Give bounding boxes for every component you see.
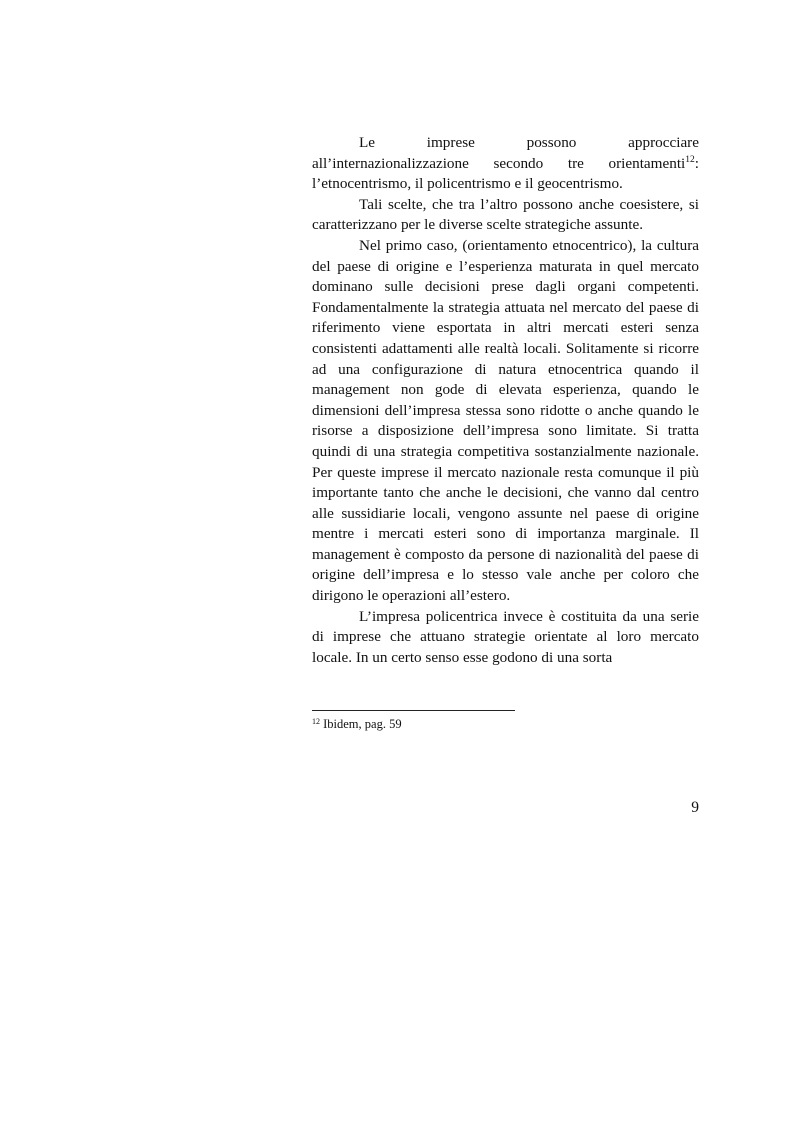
paragraph-text: Tali scelte, che tra l’altro possono anche coesistere, si caratterizzano per le diverse scelte strategiche assunte. <box>312 195 699 234</box>
footnote-divider <box>312 710 515 711</box>
footnote-number: 12 <box>312 717 320 726</box>
paragraph-scelte <box>312 195 699 236</box>
paragraph-text: : l’etnocentrismo, il policentrismo e il geocentrismo. <box>312 154 699 193</box>
page-number: 9 <box>691 799 699 816</box>
paragraph-policentrica <box>312 607 699 669</box>
paragraph-text: L’impresa policentrica invece è costituita da una serie di imprese che attuano strategie orientate al loro mercato locale. In un certo senso esse godono di una sorta <box>312 607 699 666</box>
paragraph-orientamenti <box>312 133 699 195</box>
paragraph-text: Nel primo caso, (orientamento etnocentrico), la cultura del paese di origine e l’esperienza maturata in quel mercato dominano sulle decisioni prese dagli organi competenti. Fondamentalmente la strategia attuata nel mercato del paese di riferimento viene esportata in altri mercati esteri senza consistenti adattamenti alle realtà locali. Solitamente si ricorre ad una configurazione di natura etnocentrica quando il management non gode di elevata esperienza, quando le dimensioni dell’impresa stessa sono ridotte o anche quando le risorse a disposizione dell’impresa sono limitate. Si tratta quindi di una strategia competitiva sostanzialmente nazionale. Per queste imprese il mercato nazionale resta comunque il più importante tanto che anche le decisioni, che vanno dal centro alle sussidiarie locali, vengono assunte nel paese di origine mentre i mercati esteri sono di importanza marginale. Il management è composto da persone di nazionalità del paese di origine dell’impresa e lo stesso vale anche per coloro che dirigono le operazioni all’estero. <box>312 236 699 605</box>
footnote <box>312 716 699 732</box>
footnote-reference[interactable]: 12 <box>685 154 695 165</box>
paragraph-etnocentrico <box>312 236 699 607</box>
paragraph-text: Le imprese possono approcciare all’internazionalizzazione secondo tre orientamenti <box>312 134 699 172</box>
body-text <box>312 133 699 668</box>
footnote-text: Ibidem, pag. 59 <box>320 717 402 731</box>
